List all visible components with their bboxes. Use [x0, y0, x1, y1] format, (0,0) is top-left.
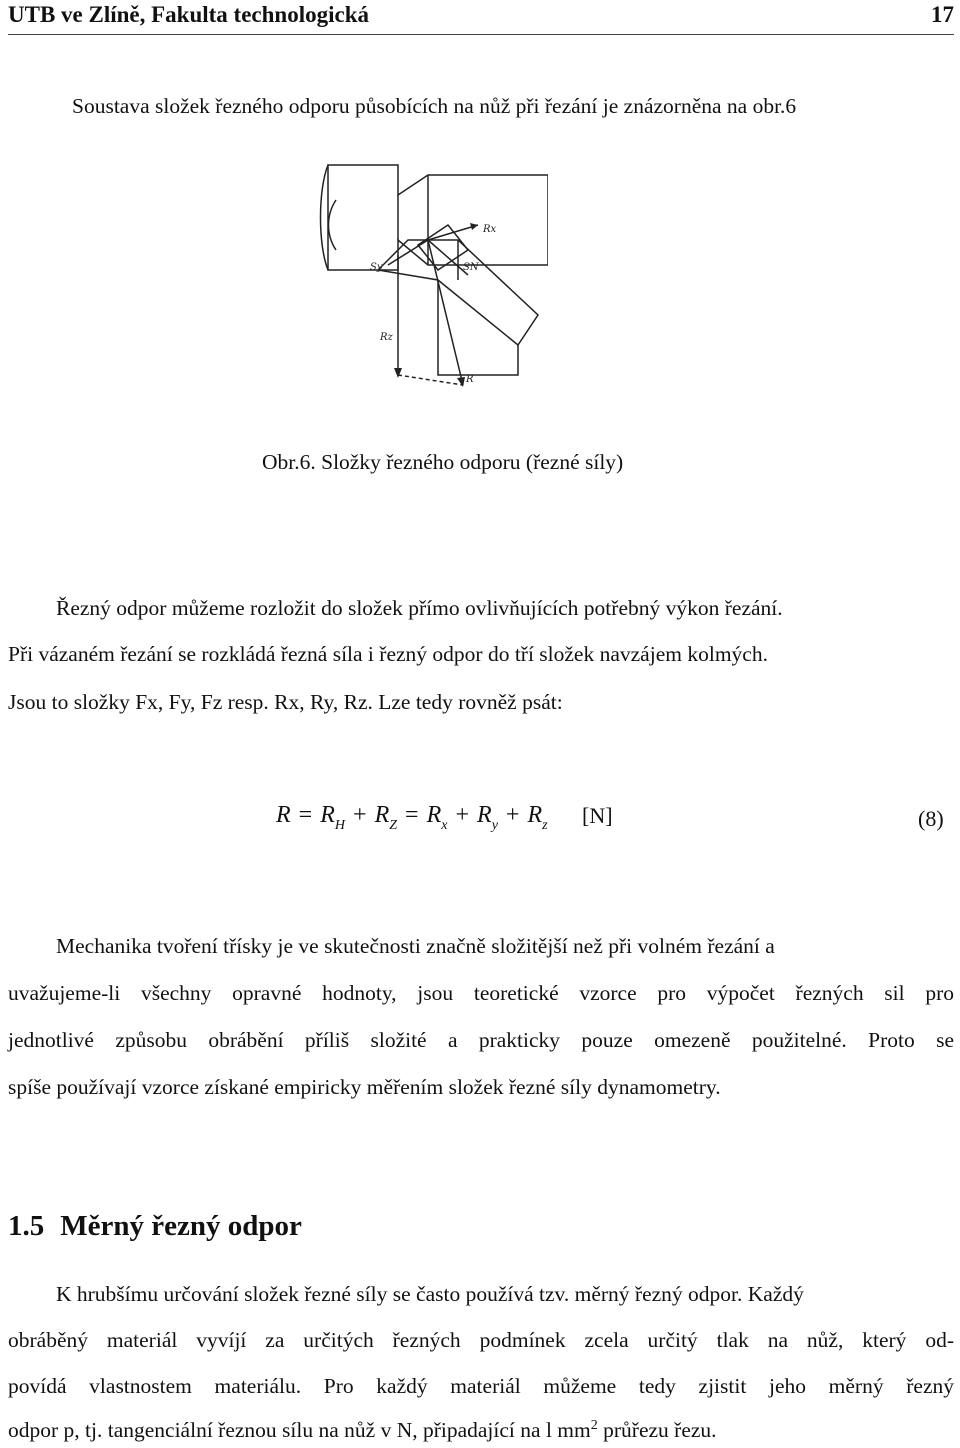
cutting-force-figure — [318, 160, 548, 390]
paragraph2-line3: jednotlivé způsobu obrábění příliš složité a prakticky pouze omezeně použitelné. Proto se — [8, 1028, 954, 1052]
eq-rx-sub: x — [441, 818, 448, 833]
section-number: 1.5 — [8, 1210, 45, 1242]
figure-label-rx: Rx — [483, 224, 497, 235]
header-institution: UTB ve Zlíně, Fakulta technologická — [8, 2, 369, 27]
figure-label-r: R — [466, 374, 474, 385]
paragraph1-line3: Jsou to složky Fx, Fy, Fz resp. Rx, Ry, Rz. Lze tedy rovněž psát: — [8, 690, 563, 714]
eq-plus-1: + — [353, 802, 367, 828]
paragraph2-line4: spíše používají vzorce získané empiricky měřením složek řezné síly dynamometry. — [8, 1075, 721, 1099]
section-heading — [8, 1210, 302, 1243]
eq-plus-2: + — [455, 802, 470, 828]
equation-unit: [N] — [582, 803, 613, 828]
header-page-number: 17 — [931, 2, 954, 27]
eq-rz-cap: R — [374, 802, 390, 828]
figure-label-sn: SN — [463, 262, 479, 273]
figure-label-rz: Rz — [380, 332, 393, 343]
paragraph2-line1: Mechanika tvoření třísky je ve skutečnosti značně složitější než při volném řezání a — [56, 934, 775, 958]
paragraph3-superscript: 2 — [590, 1418, 598, 1433]
figure-caption: Obr.6. Složky řezného odporu (řezné síly) — [262, 450, 624, 474]
eq-rh: R — [320, 802, 335, 828]
paragraph1-line1: Řezný odpor můžeme rozložit do složek přímo ovlivňujících potřebný výkon řezání. — [56, 596, 783, 620]
paragraph1-line2: Při vázaném řezání se rozkládá řezná síla i řezný odpor do tří složek navzájem kolmých. — [8, 642, 768, 666]
eq-plus-3: + — [505, 802, 520, 828]
paragraph3-line4 — [8, 1418, 717, 1443]
intro-text: Soustava složek řezného odporu působících na nůž při řezání je znázorněna na obr.6 — [72, 94, 797, 118]
page-header — [8, 0, 954, 35]
eq-rx: R — [426, 802, 442, 828]
paragraph3-line1: K hrubšímu určování složek řezné síly se často používá tzv. měrný řezný odpor. Každý — [56, 1282, 804, 1306]
eq-equals-2: = — [405, 802, 419, 828]
eq-rz-cap-sub: Z — [389, 818, 398, 833]
paragraph3-line4b: průřezu řezu. — [597, 1418, 717, 1442]
figure-label-sy: Sy — [370, 262, 383, 273]
paragraph2-line2: uvažujeme-li všechny opravné hodnoty, jsou teoretické vzorce pro výpočet řezných sil pro — [8, 981, 954, 1005]
paragraph3-line3: povídá vlastnostem materiálu. Pro každý materiál můžeme tedy zjistit jeho měrný řezný — [8, 1374, 954, 1398]
eq-rh-sub: H — [334, 818, 346, 833]
section-title: Měrný řezný odpor — [60, 1210, 302, 1242]
equation-number: (8) — [918, 806, 944, 831]
eq-equals-1: = — [298, 802, 313, 828]
paragraph3-line2: obráběný materiál vyvíjí za určitých řezných podmínek zcela určitý tlak na nůž, který od- — [8, 1328, 954, 1352]
eq-ry-sub: y — [491, 818, 498, 833]
equation — [276, 802, 548, 833]
paragraph3-line4a: odpor p, tj. tangenciální řeznou sílu na nůž v N, připadající na l mm — [8, 1418, 591, 1442]
eq-rz: R — [527, 802, 543, 828]
eq-r: R — [276, 802, 291, 828]
eq-rz-sub: z — [542, 818, 548, 833]
eq-ry: R — [477, 802, 492, 828]
